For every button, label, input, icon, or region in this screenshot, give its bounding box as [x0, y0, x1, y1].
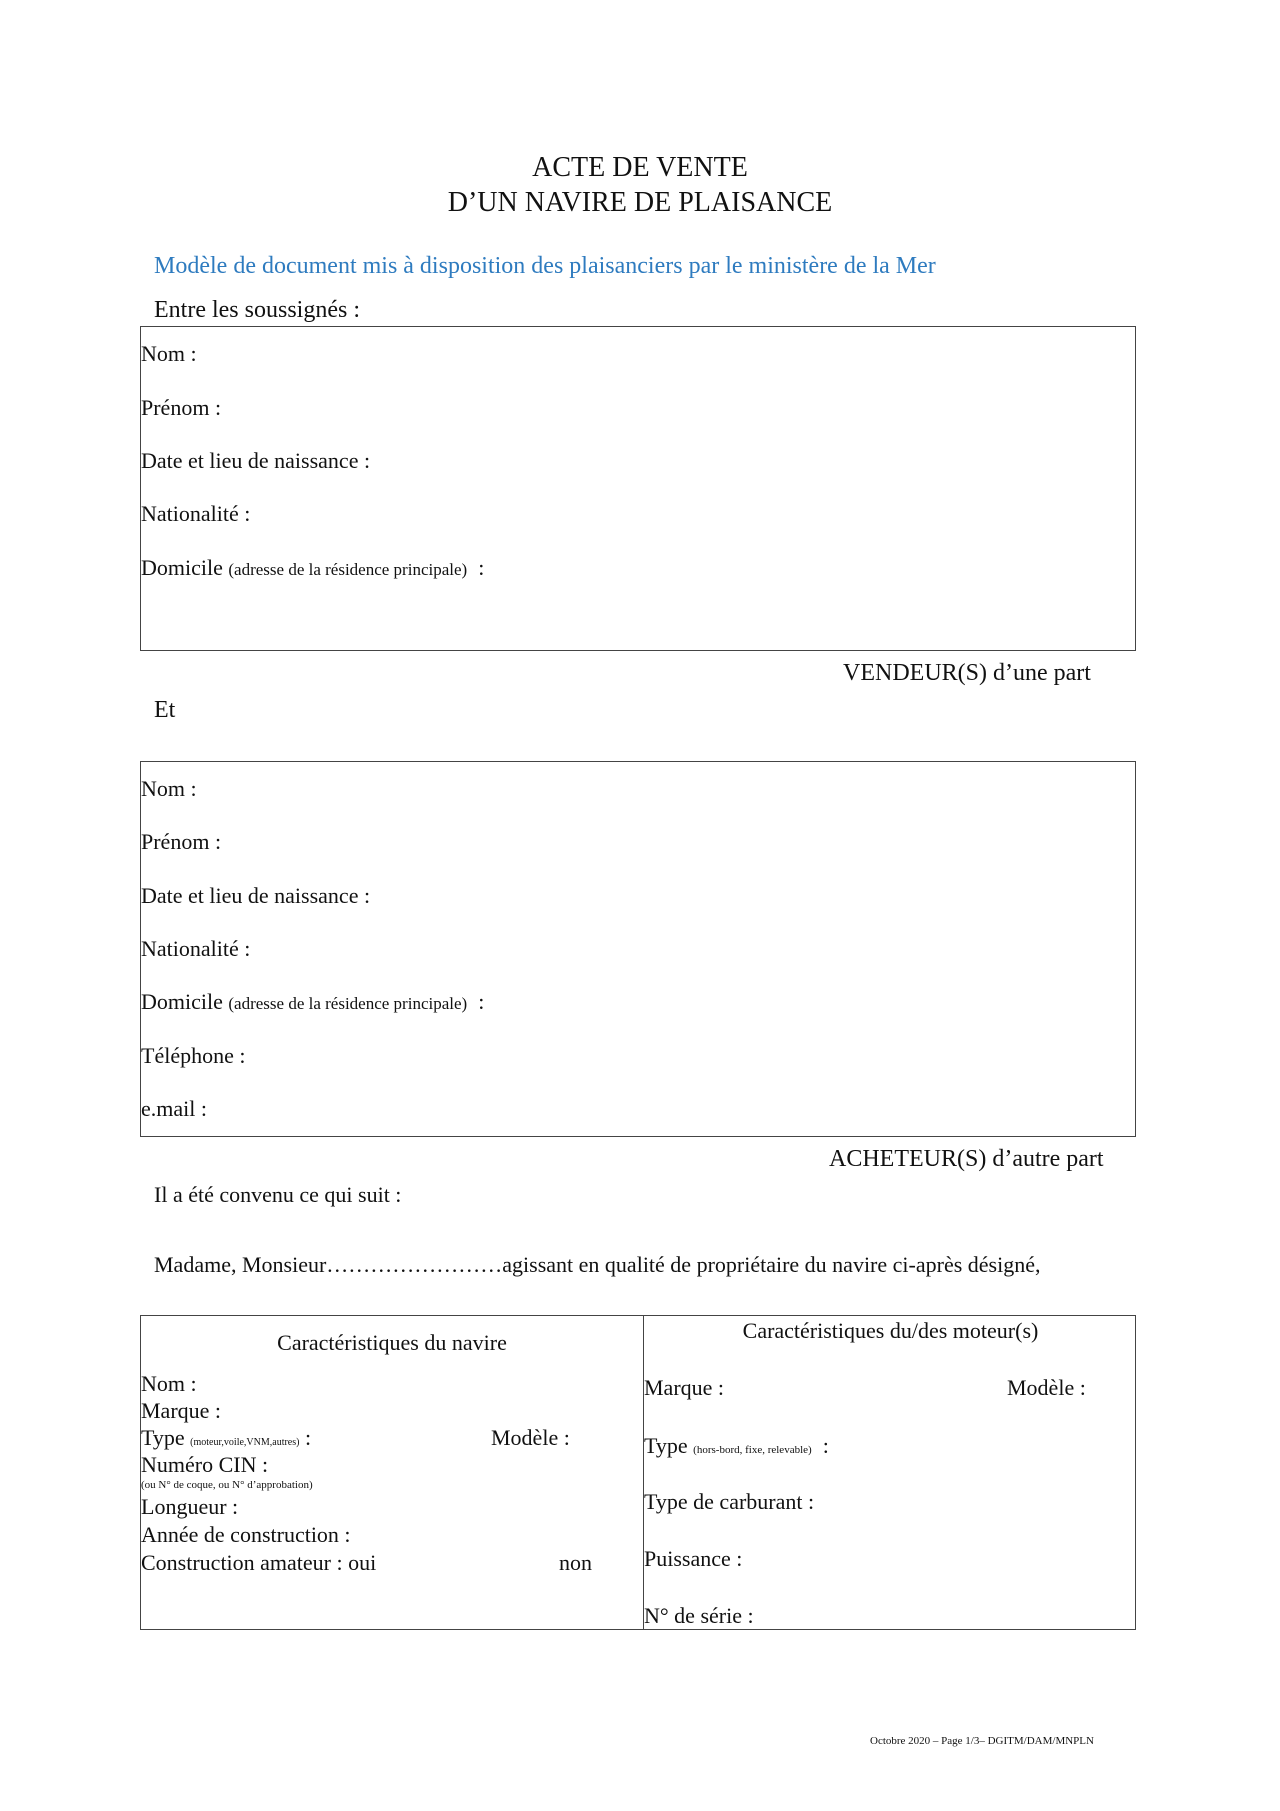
vessel-type-label: Type [141, 1425, 185, 1450]
seller-nationality-label: Nationalité : [141, 501, 251, 526]
buyer-phone-label: Téléphone : [141, 1043, 246, 1068]
engine-type-note: (hors-bord, fixe, relevable) [693, 1444, 812, 1456]
vessel-longueur-label: Longueur : [141, 1494, 239, 1519]
buyer-domicile-row [141, 989, 484, 1015]
engine-serial-label: N° de série : [644, 1603, 754, 1628]
buyer-birth-label: Date et lieu de naissance : [141, 883, 371, 908]
buyer-nom-label: Nom : [141, 776, 197, 801]
vessel-heading: Caractéristiques du navire [277, 1330, 507, 1355]
page-footer: Octobre 2020 – Page 1/3– DGITM/DAM/MNPLN [870, 1735, 1094, 1747]
vessel-cin-note: (ou N° de coque, ou N° d’approbation) [141, 1479, 313, 1491]
vessel-annee-label: Année de construction : [141, 1522, 351, 1547]
document-title: ACTE DE VENTE [532, 152, 748, 183]
buyer-role: ACHETEUR(S) d’autre part [829, 1146, 1104, 1172]
engine-type-row [644, 1433, 829, 1459]
buyer-domicile-label: Domicile [141, 989, 223, 1014]
buyer-box [140, 761, 1136, 1137]
buyer-nationality-label: Nationalité : [141, 936, 251, 961]
agreement-statement: Madame, Monsieur……………………agissant en qualité de propriétaire du navire ci-après désigné, [154, 1252, 1041, 1277]
engine-heading: Caractéristiques du/des moteur(s) [742, 1318, 1039, 1343]
et-label: Et [154, 697, 176, 723]
seller-box [140, 326, 1136, 651]
engine-type-colon: : [822, 1433, 829, 1458]
vessel-type-note: (moteur,voile,VNM,autres) [190, 1437, 300, 1448]
buyer-email-label: e.mail : [141, 1096, 207, 1121]
seller-domicile-label: Domicile [141, 555, 223, 580]
model-notice: Modèle de document mis à disposition des plaisanciers par le ministère de la Mer [154, 253, 936, 279]
vessel-nom-label: Nom : [141, 1371, 197, 1396]
seller-domicile-note: (adresse de la résidence principale) [228, 560, 468, 579]
table-divider [643, 1316, 644, 1629]
vessel-marque-label: Marque : [141, 1398, 222, 1423]
seller-domicile-colon: : [478, 555, 485, 580]
vessel-amateur-label: Construction amateur : oui [141, 1550, 377, 1575]
vessel-cin-label: Numéro CIN : [141, 1452, 269, 1477]
buyer-domicile-note: (adresse de la résidence principale) [228, 994, 468, 1013]
vessel-type-colon: : [304, 1425, 312, 1450]
seller-role: VENDEUR(S) d’une part [843, 660, 1091, 686]
buyer-prenom-label: Prénom : [141, 829, 222, 854]
seller-domicile-row [141, 555, 484, 581]
parties-intro: Entre les soussignés : [154, 297, 360, 323]
characteristics-table [140, 1315, 1136, 1630]
vessel-amateur-non: non [559, 1550, 592, 1575]
engine-fuel-label: Type de carburant : [644, 1489, 815, 1514]
seller-birth-label: Date et lieu de naissance : [141, 448, 371, 473]
engine-power-label: Puissance : [644, 1546, 743, 1571]
vessel-modele-label: Modèle : [491, 1425, 570, 1450]
buyer-domicile-colon: : [478, 989, 485, 1014]
engine-modele-label: Modèle : [1007, 1375, 1086, 1400]
agreement-intro: Il a été convenu ce qui suit : [154, 1182, 402, 1207]
engine-type-label: Type [644, 1433, 688, 1458]
document-subtitle: D’UN NAVIRE DE PLAISANCE [447, 187, 833, 218]
vessel-type-row [141, 1425, 311, 1451]
engine-marque-label: Marque : [644, 1375, 725, 1400]
seller-prenom-label: Prénom : [141, 395, 222, 420]
seller-nom-label: Nom : [141, 341, 197, 366]
